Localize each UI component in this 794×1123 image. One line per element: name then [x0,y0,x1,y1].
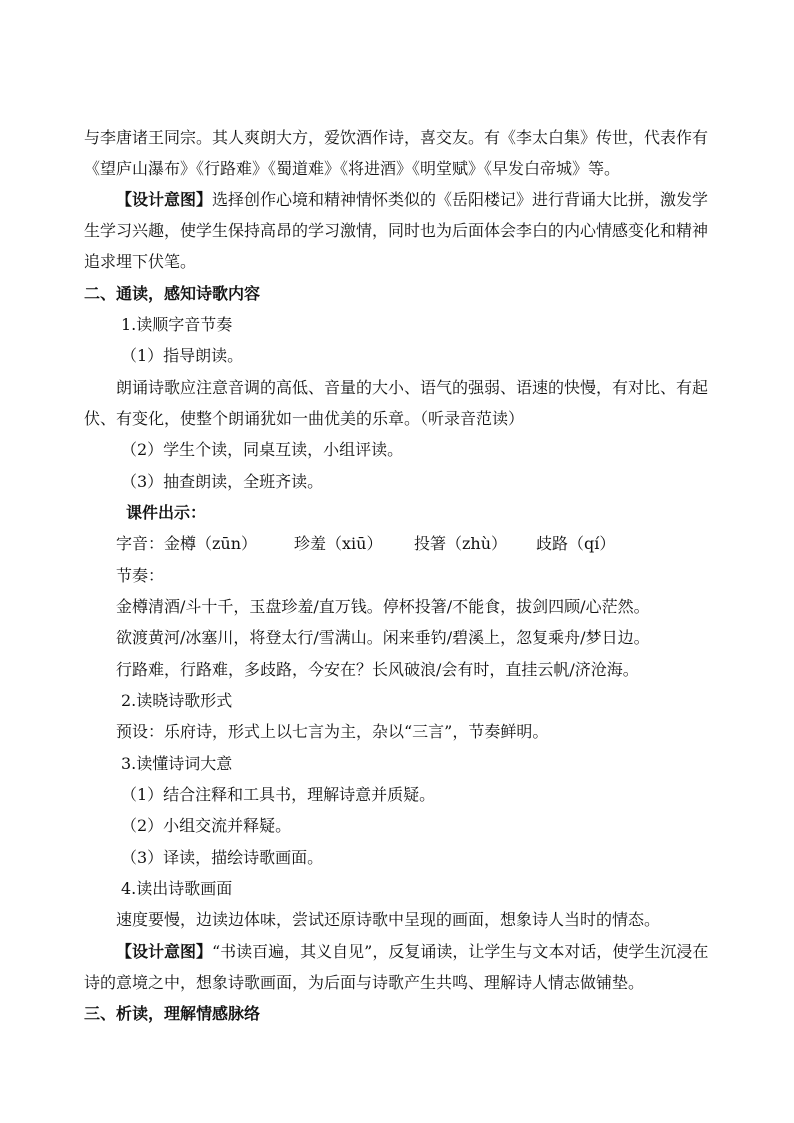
text-line: 4.读出诗歌画面 [121,879,233,898]
text-line: 节奏： [116,566,165,585]
heading-text: 二、通读，感知诗歌内容 [84,284,261,303]
text-line: （2）小组交流并释疑。 [121,816,292,835]
text-line: （3）译读，描绘诗歌画面。 [121,848,324,867]
heading-text: 三、析读，理解情感脉络 [84,1004,261,1023]
pronunciation-item: 歧路（qí） [536,534,616,553]
text-line: 速度要慢，边读边体味，尝试还原诗歌中呈现的画面，想象诗人当时的情态。 [116,910,661,929]
text-line: 1.读顺字音节奏 [121,315,233,334]
text-line: 欲渡黄河/冰塞川，将登太行/雪满山。闲来垂钓/碧溪上，忽复乘舟/梦日边。 [116,628,650,647]
text-line: 追求埋下伏笔。 [84,252,197,271]
text-line: 伏、有变化，使整个朗诵犹如一曲优美的乐章。（听录音范读） [84,409,525,428]
pronunciation-item: 投箸（zhù） [414,534,508,553]
design-intent-label: 【设计意图】 [116,942,213,961]
text-line: 与李唐诸王同宗。其人爽朗大方，爱饮酒作诗，喜交友。有《李太白集》传世，代表作有 [84,128,709,147]
text-line: 2.读晓诗歌形式 [121,691,233,710]
text-line: 行路难，行路难，多歧路，今安在？长风破浪/会有时，直挂云帆/济沧海。 [116,660,639,679]
text-line: （1）指导朗读。 [121,346,244,365]
text-line: 3.读懂诗词大意 [121,754,233,773]
text-line: 选择创作心境和精神情怀类似的《岳阳楼记》进行背诵大比拼，激发学 [212,190,709,209]
heading-text: 课件出示： [126,503,207,522]
text-line: 朗诵诗歌应注意音调的高低、音量的大小、语气的强弱、语速的快慢，有对比、有起 [116,378,709,397]
text-line: （1）结合注释和工具书，理解诗意并质疑。 [121,785,436,804]
text-line: （2）学生个读，同桌互读，小组评读。 [121,440,404,459]
text-line: 诗的意境之中，想象诗歌画面，为后面与诗歌产生共鸣、理解诗人情志做铺垫。 [84,973,645,992]
text-line: （3）抽查朗读，全班齐读。 [121,472,324,491]
text-line: 生学习兴趣，使学生保持高昂的学习激情，同时也为后面体会李白的内心情感变化和精神 [84,221,709,240]
text-line: 《望庐山瀑布》《行路难》《蜀道难》《将进酒》《明堂赋》《早发白帝城》等。 [84,159,621,178]
text-line: “书读百遍，其义自见”，反复诵读，让学生与文本对话，使学生沉浸在 [212,942,709,961]
text-line: 预设：乐府诗，形式上以七言为主，杂以“三言”，节奏鲜明。 [116,722,549,741]
text-line: 金樽清酒/斗十千，玉盘珍羞/直万钱。停杯投箸/不能食，拔剑四顾/心茫然。 [116,597,650,616]
design-intent-label: 【设计意图】 [116,190,213,209]
pronunciation-item: 字音：金樽（zūn） [116,534,258,553]
pronunciation-item: 珍羞（xiū） [294,534,383,553]
